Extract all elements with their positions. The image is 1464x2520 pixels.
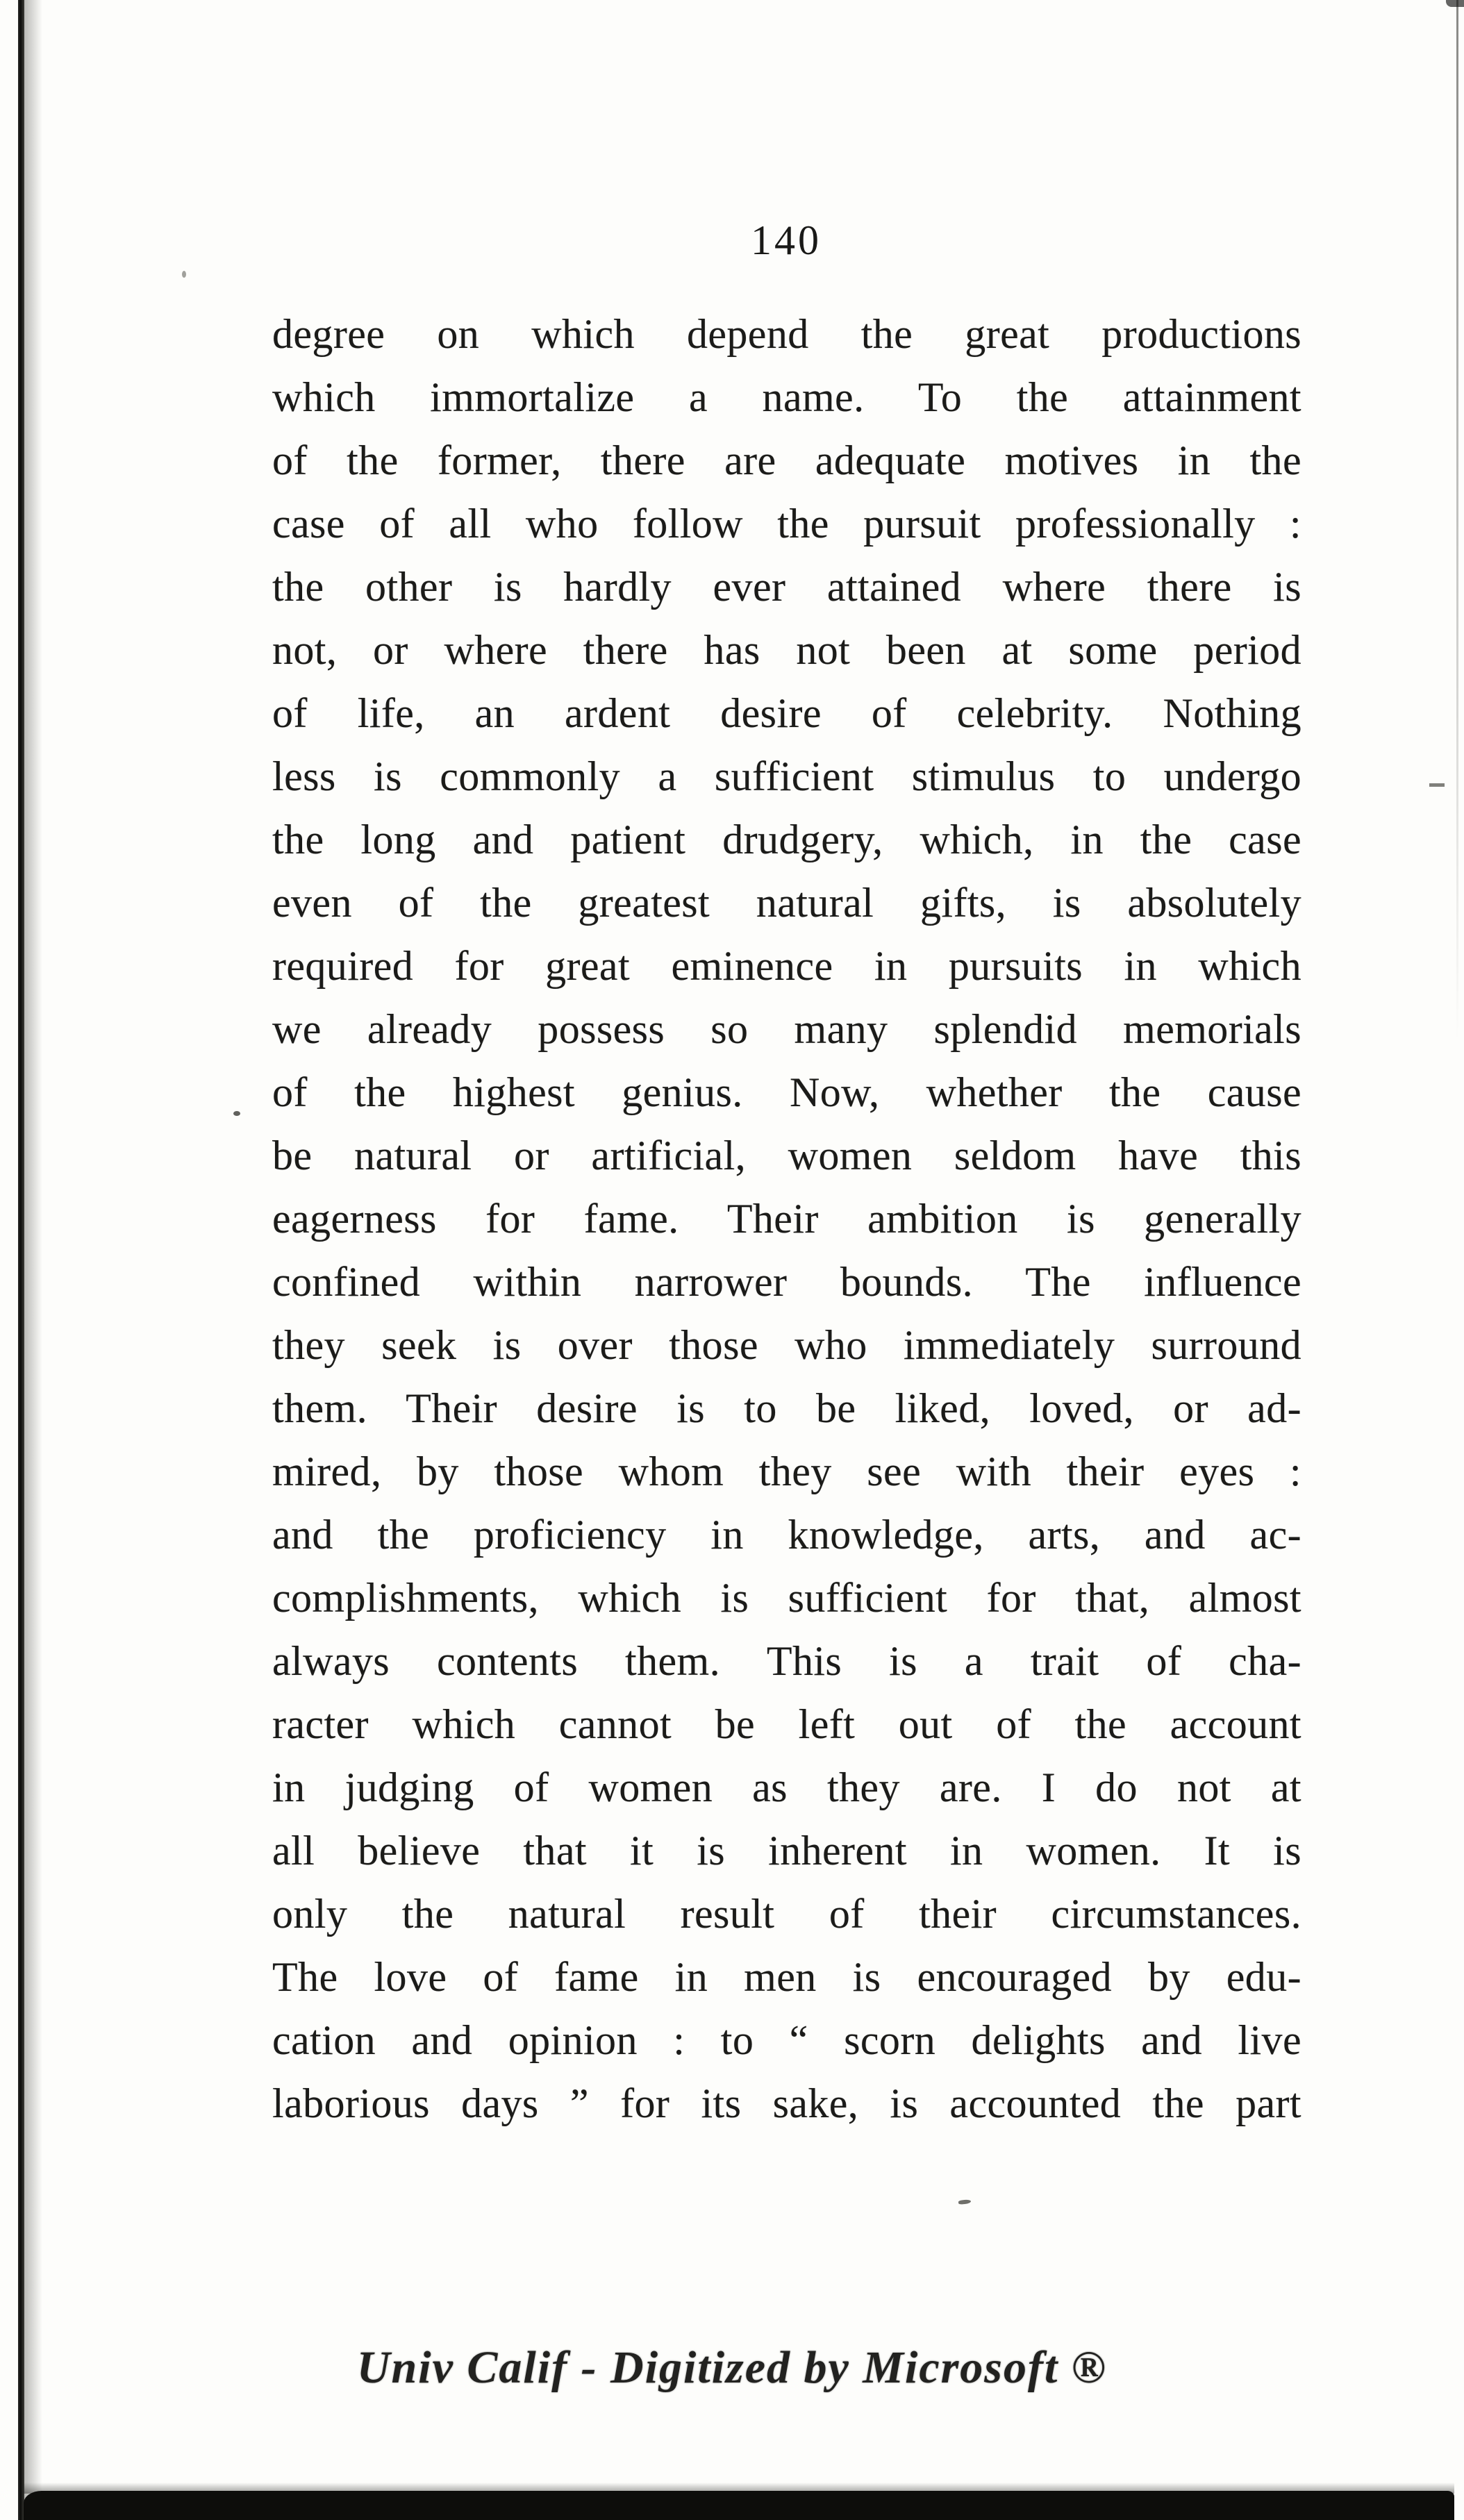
text-line: all believe that it is inherent in women. It is	[272, 1828, 1301, 1874]
text-line: mired, by those whom they see with their eyes :	[272, 1449, 1301, 1494]
text-line: they seek is over those who immediately surround	[272, 1322, 1301, 1368]
text-line: in judging of women as they are. I do not at	[272, 1764, 1301, 1810]
scan-corner-mark	[1446, 0, 1464, 7]
text-line: of life, an ardent desire of celebrity. Nothing	[272, 690, 1301, 736]
text-line: which immortalize a name. To the attainment	[272, 374, 1301, 420]
text-line: the other is hardly ever attained where there is	[272, 564, 1301, 610]
text-line: less is commonly a sufficient stimulus to undergo	[272, 753, 1301, 799]
text-line: be natural or artificial, women seldom have this	[272, 1133, 1301, 1178]
text-line: of the highest genius. Now, whether the cause	[272, 1069, 1301, 1115]
footer-stamp: Univ Calif - Digitized by Microsoft ®	[356, 2342, 1108, 2393]
text-line: and the proficiency in knowledge, arts, and ac-	[272, 1512, 1301, 1558]
scan-artifact-tick	[958, 2199, 972, 2205]
scan-left-edge	[18, 0, 24, 2520]
text-line: racter which cannot be left out of the account	[272, 1701, 1301, 1747]
text-line: even of the greatest natural gifts, is absolutely	[272, 880, 1301, 926]
text-line: the long and patient drudgery, which, in the case	[272, 817, 1301, 862]
text-line: always contents them. This is a trait of cha-	[272, 1638, 1301, 1684]
body-text	[272, 303, 1301, 2135]
text-line: laborious days ” for its sake, is accounted the part	[272, 2080, 1301, 2126]
scan-artifact-dot	[182, 271, 186, 278]
scan-artifact-dash	[1429, 783, 1445, 787]
text-line: of the former, there are adequate motives in the	[272, 437, 1301, 483]
text-line: confined within narrower bounds. The influence	[272, 1259, 1301, 1305]
text-line: we already possess so many splendid memorials	[272, 1006, 1301, 1052]
scan-right-edge	[1456, 0, 1458, 1042]
text-line: cation and opinion : to “ scorn delights and live	[272, 2017, 1301, 2063]
text-line: The love of fame in men is encouraged by edu-	[272, 1954, 1301, 2000]
text-line: complishments, which is sufficient for that, almost	[272, 1575, 1301, 1621]
text-line: case of all who follow the pursuit professionally :	[272, 501, 1301, 546]
text-line: only the natural result of their circumstances.	[272, 1891, 1301, 1937]
text-line: them. Their desire is to be liked, loved, or ad-	[272, 1385, 1301, 1431]
text-line: not, or where there has not been at some period	[272, 627, 1301, 673]
scan-left-edge-shadow	[24, 0, 42, 2520]
text-line: eagerness for fame. Their ambition is generally	[272, 1196, 1301, 1242]
scan-artifact-dot	[233, 1111, 240, 1116]
text-line: required for great eminence in pursuits in which	[272, 943, 1301, 989]
page-number: 140	[751, 217, 822, 263]
text-line: degree on which depend the great productions	[272, 311, 1301, 357]
scan-bottom-edge	[24, 2491, 1454, 2520]
